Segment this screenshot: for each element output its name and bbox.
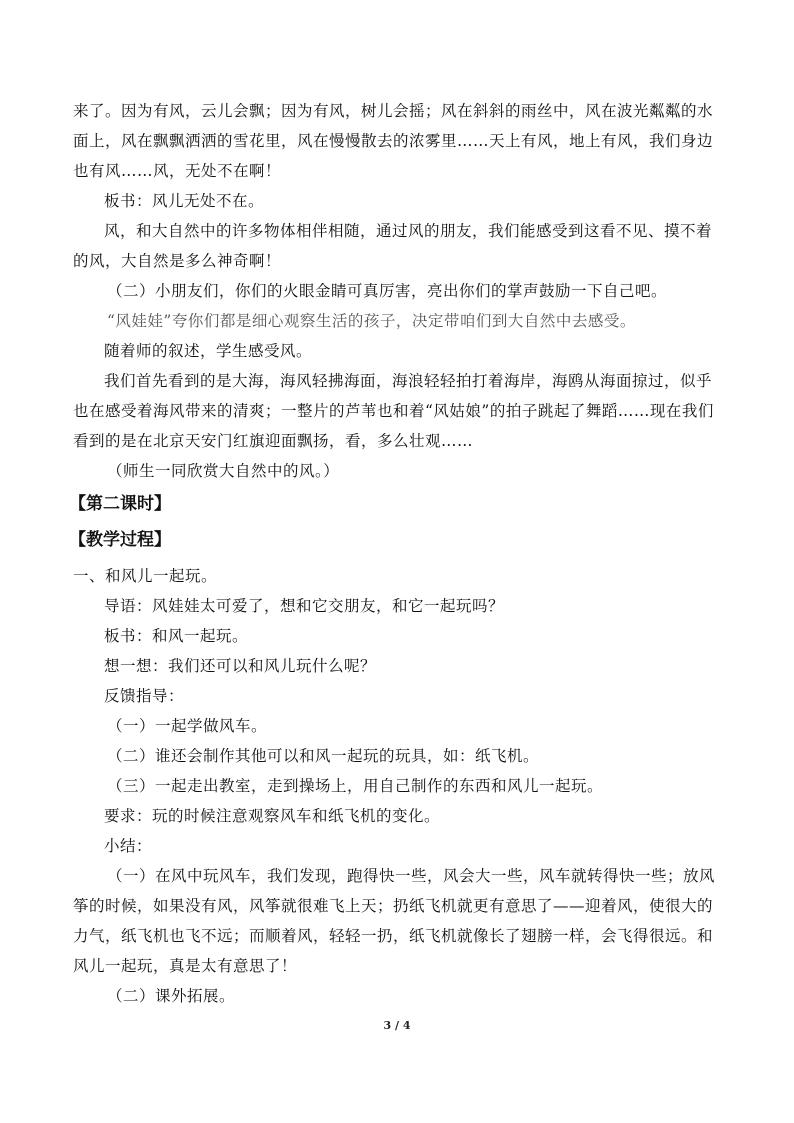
paragraph-praise: （二）小朋友们，你们的火眼金睛可真厉害，亮出你们的掌声鼓励一下自己吧。 — [107, 282, 668, 300]
paragraph-nature: 风，和大自然中的许多物体相伴相随，通过风的朋友，我们能感受到这看不见、摸不着的风，大自然是多么神奇啊！ — [73, 222, 713, 270]
heading-teaching-process: 【教学过程】 — [69, 530, 171, 550]
section-one-title: 一、和风儿一起玩。 — [73, 567, 218, 585]
page-number: 3 / 4 — [383, 1019, 411, 1032]
summary-item-2: （二）课外拓展。 — [107, 987, 236, 1005]
feedback-label: 反馈指导： — [104, 687, 185, 705]
paragraph-sea: 我们首先看到的是大海，海风轻拂海面，海浪轻轻拍打着海岸，海鸥从海面掠过，似乎也在感受着海风带来的清爽；一整片的芦苇也和着“风姑娘”的拍子跳起了舞蹈……现在我们看到的是在北京天安门红旗迎面飘扬，看，多么壮观…… — [73, 372, 714, 450]
feedback-item-3: （三）一起走出教室，走到操场上，用自己制作的东西和风儿一起玩。 — [107, 777, 604, 795]
feedback-item-1: （一）一起学做风车。 — [107, 717, 268, 735]
paragraph-wind-doll: “风娃娃”夸你们都是细心观察生活的孩子，决定带咱们到大自然中去感受。 — [107, 312, 636, 330]
summary-item-1: （一）在风中玩风车，我们发现，跑得快一些，风会大一些，风车就转得快一些；放风筝的时候，如果没有风，风筝就很难飞上天；扔纸飞机就更有意思了——迎着风，使很大的力气，纸飞机也飞不远；而顺着风，轻轻一扔，纸飞机就像长了翅膀一样，会飞得很远。和风儿一起玩，真是太有意思了！ — [73, 867, 716, 975]
requirement: 要求：玩的时候注意观察风车和纸飞机的变化。 — [104, 807, 441, 825]
board-note-1: 板书：风儿无处不在。 — [104, 192, 265, 210]
document-body — [69, 96, 721, 1011]
paragraph-narration: 随着师的叙述，学生感受风。 — [104, 342, 313, 360]
feedback-item-2: （二）谁还会制作其他可以和风一起玩的玩具，如：纸飞机。 — [107, 747, 540, 765]
paragraph-appreciate: （师生一同欣赏大自然中的风。） — [107, 462, 340, 480]
paragraph-wind-everywhere: 来了。因为有风，云儿会飘；因为有风，树儿会摇；风在斜斜的雨丝中，风在波光粼粼的水面上，风在飘飘洒洒的雪花里，风在慢慢散去的浓雾里……天上有风，地上有风，我们身边也有风……风，无处不在啊！ — [73, 102, 714, 180]
board-note-2: 板书：和风一起玩。 — [104, 627, 249, 645]
think-prompt: 想一想：我们还可以和风儿玩什么呢？ — [104, 657, 377, 675]
heading-second-lesson: 【第二课时】 — [69, 494, 171, 514]
summary-label: 小结： — [104, 837, 153, 855]
lead-in: 导语：风娃娃太可爱了，想和它交朋友，和它一起玩吗？ — [104, 597, 505, 615]
